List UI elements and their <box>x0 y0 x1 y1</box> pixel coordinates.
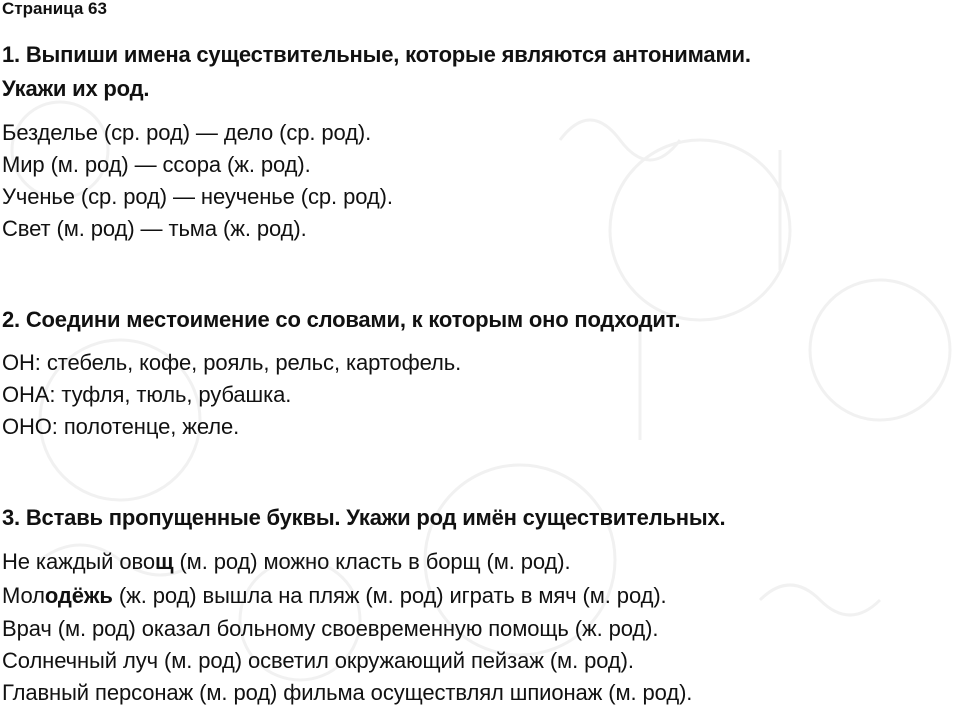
task-3-answer-2-inserted-letters: одёжь <box>44 583 113 608</box>
task-3-answer-4: Солнечный луч (м. род) осветил окружающий пейзаж (м. род). <box>2 648 634 673</box>
task-2-heading: 2. Соедини местоимение со словами, к которым оно подходит. <box>2 307 681 332</box>
task-1-answer-2: Мир (м. род) — ссора (ж. род). <box>2 152 311 177</box>
task-3-answer-3: Врач (м. род) оказал больному своевременную помощь (ж. род). <box>2 616 659 641</box>
page-title: Страница 63 <box>2 0 107 18</box>
task-3-heading: 3. Вставь пропущенные буквы. Укажи род имён существительных. <box>2 505 726 530</box>
task-2-answer-2: ОНА: туфля, тюль, рубашка. <box>2 382 292 407</box>
task-3-answer-1-pre: Не каждый ово <box>2 549 155 574</box>
task-3-answer-5: Главный персонаж (м. род) фильма осуществлял шпионаж (м. род). <box>2 680 693 705</box>
task-2-answer-1: ОН: стебель, кофе, рояль, рельс, картофель. <box>2 350 462 375</box>
task-1-answer-1: Безделье (ср. род) — дело (ср. род). <box>2 120 372 145</box>
task-3-answer-2 <box>2 580 667 612</box>
task-3-answer-1-post: (м. род) можно класть в борщ (м. род). <box>173 549 571 574</box>
task-3-answer-1 <box>2 546 571 578</box>
task-3-answer-1-inserted-letters: щ <box>154 549 174 574</box>
task-1-heading-line-1: 1. Выпиши имена существительные, которые являются антонимами. <box>2 42 751 67</box>
task-1-heading-line-2: Укажи их род. <box>2 76 150 101</box>
task-3-answer-2-post: (ж. род) вышла на пляж (м. род) играть в мяч (м. род). <box>112 583 667 608</box>
task-3-answer-2-pre: Мол <box>2 583 45 608</box>
task-2-answer-3: ОНО: полотенце, желе. <box>2 414 240 439</box>
task-1-answer-4: Свет (м. род) — тьма (ж. род). <box>2 216 307 241</box>
task-1-answer-3: Ученье (ср. род) — неученье (ср. род). <box>2 184 393 209</box>
